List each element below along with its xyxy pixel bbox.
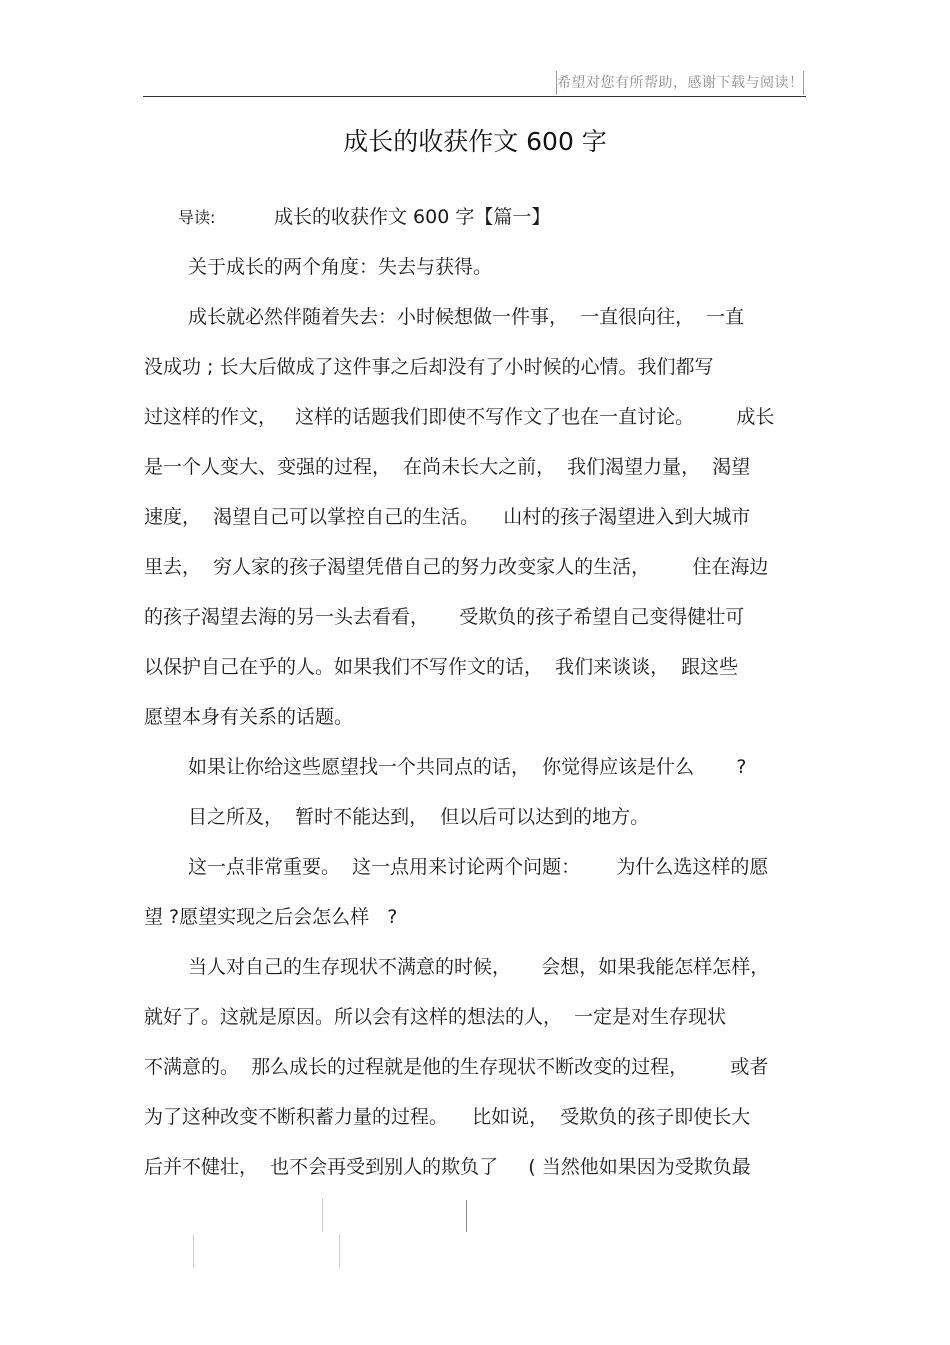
text-line: 就好了。这就是原因。所以会有这样的想法的人， 一定是对生存现状	[144, 1006, 727, 1028]
text-line: 没成功 ; 长大后做成了这件事之后却没有了小时候的心情。我们都写	[144, 356, 714, 378]
text-line: 以保护自己在乎的人。如果我们不写作文的话， 我们来谈谈， 跟这些	[144, 656, 739, 678]
text-line: 愿望本身有关系的话题。	[144, 706, 354, 728]
scan-fragment-line	[466, 1200, 467, 1232]
text-line: 为了这种改变不断积蓄力量的过程。 比如说， 受欺负的孩子即使长大	[144, 1106, 751, 1128]
text-line: 的孩子渴望去海的另一头去看看， 受欺负的孩子希望自己变得健壮可	[144, 606, 745, 628]
text-line: 后并不健壮， 也不会再受到别人的欺负了 ( 当然他如果因为受欺负最	[144, 1156, 751, 1178]
intro-text: 成长的收获作文 600 字【篇一】	[274, 206, 551, 228]
text-line: 是一个人变大、变强的过程， 在尚未长大之前， 我们渴望力量， 渴望	[144, 456, 751, 478]
text-line: 当人对自己的生存现状不满意的时候， 会想，如果我能怎样怎样，	[188, 956, 770, 978]
page-title: 成长的收获作文 600 字	[343, 127, 607, 156]
text-line: 关于成长的两个角度：失去与获得。	[188, 256, 493, 278]
text-line: 目之所及， 暂时不能达到， 但以后可以达到的地方。	[188, 806, 650, 828]
text-line: 望 ?愿望实现之后会怎么样 ?	[144, 906, 398, 928]
scan-fragment-line	[339, 1234, 340, 1268]
text-line: 过这样的作文， 这样的话题我们即使不写作文了也在一直讨论。 成长	[144, 406, 775, 428]
header-note: 希望对您有所帮助，感谢下载与阅读！	[556, 71, 804, 95]
scan-fragment-line	[322, 1198, 323, 1232]
intro	[178, 202, 550, 232]
intro-label: 导读:	[178, 208, 216, 227]
scan-fragment-line	[193, 1234, 194, 1268]
text-line: 成长就必然伴随着失去：小时候想做一件事， 一直很向往， 一直	[188, 306, 745, 328]
text-line: 速度， 渴望自己可以掌控自己的生活。 山村的孩子渴望进入到大城市	[144, 506, 751, 528]
text-line: 不满意的。 那么成长的过程就是他的生存现状不断改变的过程， 或者	[144, 1056, 769, 1078]
header-rule	[143, 96, 806, 97]
text-line: 里去， 穷人家的孩子渴望凭借自己的努力改变家人的生活， 住在海边	[144, 556, 769, 578]
text-line: 这一点非常重要。 这一点用来讨论两个问题： 为什么选这样的愿	[188, 856, 769, 878]
text-line: 如果让你给这些愿望找一个共同点的话， 你觉得应该是什么 ?	[188, 756, 747, 778]
